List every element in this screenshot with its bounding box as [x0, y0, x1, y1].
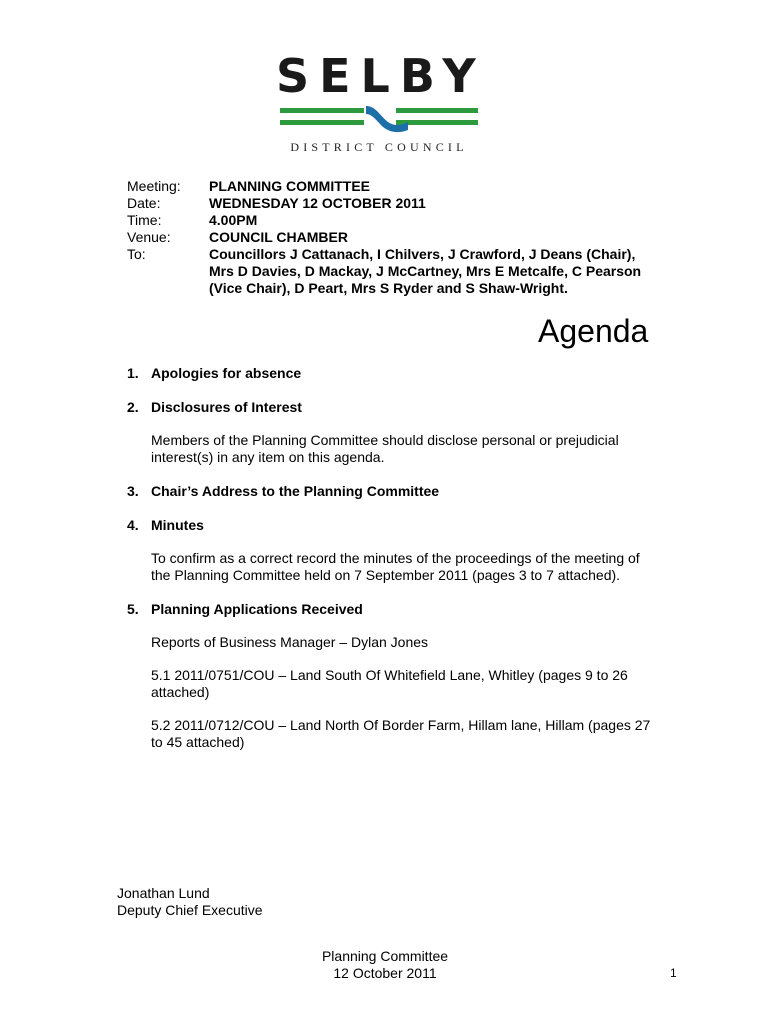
agenda-item-5	[127, 601, 657, 618]
item-number: 4.	[127, 517, 139, 533]
item-title: Chair’s Address to the Planning Committee	[151, 483, 440, 499]
logo-green-bar-bottom	[280, 120, 364, 125]
meeting-details	[127, 178, 649, 297]
item-number: 2.	[127, 399, 139, 415]
item-number: 1.	[127, 365, 139, 381]
footer-date: 12 October 2011	[333, 965, 437, 981]
agenda-items	[127, 365, 657, 751]
selby-logo	[276, 49, 486, 158]
item-title: Apologies for absence	[151, 365, 302, 381]
venue-value: COUNCIL CHAMBER	[209, 229, 348, 245]
logo-green-bar-top-right	[396, 108, 478, 113]
item-text: To confirm as a correct record the minutes of the proceedings of the meeting of the Planning Committee held on 7 September 2011 (pages 3 to 7 attached).	[151, 550, 640, 583]
meeting-value: PLANNING COMMITTEE	[209, 178, 370, 194]
footer-committee: Planning Committee	[321, 948, 449, 964]
venue-row	[127, 229, 649, 246]
meeting-row	[127, 178, 649, 195]
date-label: Date:	[127, 195, 161, 211]
item-title: Minutes	[151, 517, 204, 533]
date-row	[127, 195, 649, 212]
agenda-heading: Agenda	[538, 313, 649, 349]
agenda-item-1	[127, 365, 657, 382]
time-value: 4.00PM	[209, 212, 258, 228]
logo-green-bar-bottom-right	[396, 120, 478, 125]
date-value: WEDNESDAY 12 OCTOBER 2011	[209, 195, 426, 211]
time-label: Time:	[127, 212, 162, 228]
item-title: Disclosures of Interest	[151, 399, 302, 415]
application-5-1: 5.1 2011/0751/COU – Land South Of Whitefield Lane, Whitley (pages 9 to 26 attached)	[151, 667, 628, 700]
agenda-item-4	[127, 517, 657, 534]
page-footer	[285, 948, 485, 982]
logo-green-bar-top	[280, 108, 364, 113]
signatory-role: Deputy Chief Executive	[117, 902, 263, 918]
signatory-name: Jonathan Lund	[117, 885, 210, 901]
signature-block	[117, 885, 263, 919]
item-number: 3.	[127, 483, 139, 499]
to-label: To:	[127, 246, 146, 262]
logo-wordmark: SELBY	[276, 49, 486, 103]
agenda-item-2	[127, 399, 657, 416]
meeting-label: Meeting:	[127, 178, 181, 194]
item-title: Planning Applications Received	[151, 601, 363, 617]
time-row	[127, 212, 649, 229]
logo-subtitle: DISTRICT COUNCIL	[290, 140, 468, 154]
to-value: Councillors J Cattanach, I Chilvers, J Crawford, J Deans (Chair), Mrs D Davies, D Mackay, J McCartney, Mrs E Metcalfe, C Pearson (Vice Chair), D Peart, Mrs S Ryder and S Shaw-Wright.	[209, 246, 642, 296]
agenda-item-3	[127, 483, 657, 500]
application-5-2: 5.2 2011/0712/COU – Land North Of Border Farm, Hillam lane, Hillam (pages 27 to 45 attached)	[151, 717, 651, 750]
logo-river-icon	[276, 106, 482, 136]
item-number: 5.	[127, 601, 139, 617]
item-text: Reports of Business Manager – Dylan Jones	[151, 634, 429, 650]
venue-label: Venue:	[127, 229, 171, 245]
item-text: Members of the Planning Committee should disclose personal or prejudicial interest(s) in any item on this agenda.	[151, 432, 619, 465]
page-number: 1	[670, 966, 677, 980]
to-row	[127, 246, 649, 297]
